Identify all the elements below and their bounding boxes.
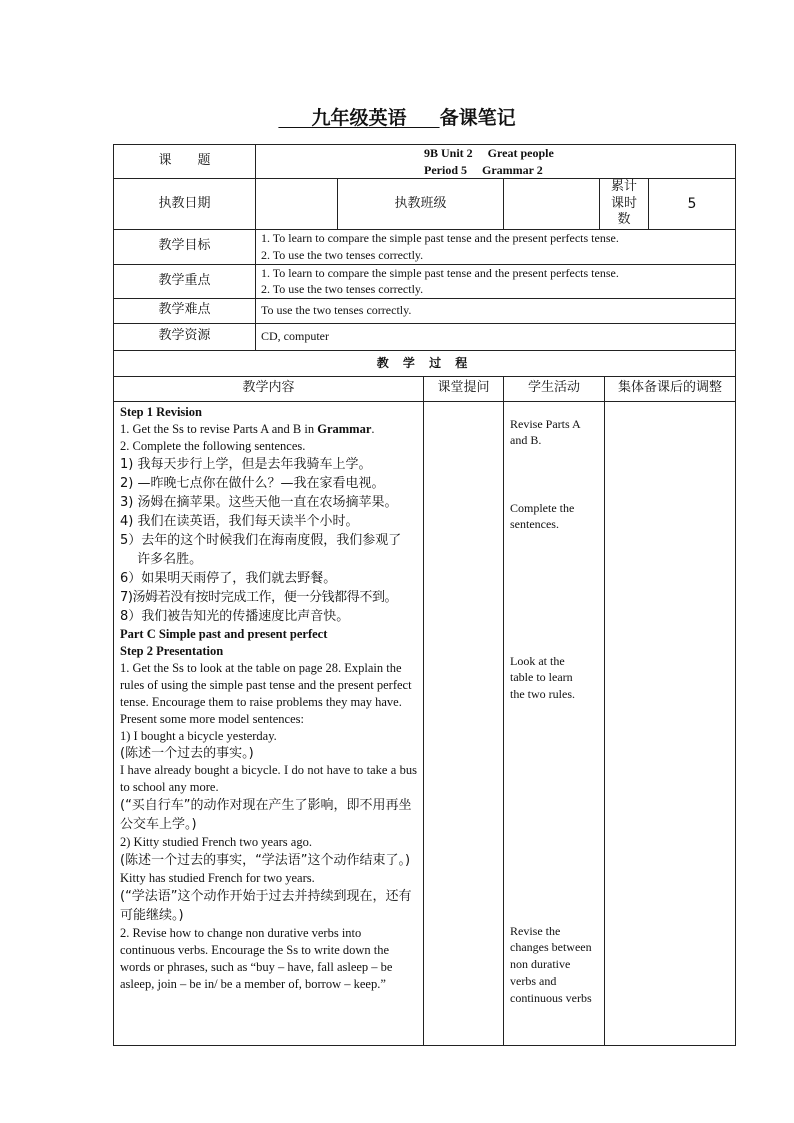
activity-1: Revise Parts A and B. bbox=[510, 416, 581, 448]
cn-sentence-5b: 许多名胜。 bbox=[120, 551, 203, 567]
example-2b-note: (“学法语”这个动作开始于过去并持续到现在，还有可能继续。) bbox=[120, 888, 412, 923]
step2-item-2: 2. Revise how to change non durative verbs into continuous verbs. Encourage the Ss to write down the words or phrases, such as “buy – have, fall asleep – be asleep, join – be in/ be a member of, borrow – keep.” bbox=[120, 925, 393, 991]
step2-heading: Step 2 Presentation bbox=[120, 643, 224, 658]
topic-value bbox=[256, 145, 736, 179]
resource-label: 教学资源 bbox=[114, 323, 256, 350]
example-1-note: (陈述一个过去的事实。) bbox=[120, 745, 254, 761]
resource-value: CD, computer bbox=[256, 323, 736, 350]
process-heading: 教 学 过 程 bbox=[114, 350, 736, 376]
page-title bbox=[0, 103, 794, 130]
step1-item-1: 1. Get the Ss to revise Parts A and B in Grammar. bbox=[120, 421, 375, 436]
hours-value: 5 bbox=[649, 179, 736, 230]
step1-item-2: 2. Complete the following sentences. bbox=[120, 438, 306, 453]
content-cell bbox=[114, 401, 424, 1045]
date-label: 执教日期 bbox=[114, 179, 256, 230]
example-2-note: (陈述一个过去的事实，“学法语”这个动作结束了。) bbox=[120, 852, 411, 868]
goal-label: 教学目标 bbox=[114, 229, 256, 264]
cn-sentence-4: 4) 我们在读英语，我们每天读半个小时。 bbox=[120, 513, 359, 529]
example-2b: Kitty has studied French for two years. bbox=[120, 870, 315, 885]
example-1: 1) I bought a bicycle yesterday. bbox=[120, 728, 277, 743]
col-adjust: 集体备课后的调整 bbox=[605, 376, 736, 401]
class-label: 执教班级 bbox=[338, 179, 504, 230]
difficulty-label: 教学难点 bbox=[114, 298, 256, 323]
key-value bbox=[256, 264, 736, 298]
cn-sentence-6: 6）如果明天雨停了，我们就去野餐。 bbox=[120, 570, 337, 586]
questions-cell bbox=[424, 401, 504, 1045]
cn-sentence-2: 2) —昨晚七点你在做什么？—我在家看电视。 bbox=[120, 475, 385, 491]
goal-line-2: 2. To use the two tenses correctly. bbox=[261, 247, 424, 262]
key-label: 教学重点 bbox=[114, 264, 256, 298]
activity-cell bbox=[504, 401, 605, 1045]
topic-label: 课 题 bbox=[114, 145, 256, 179]
hours-label: 累计课时数 bbox=[600, 179, 649, 230]
part-c-heading: Part C Simple past and present perfect bbox=[120, 626, 328, 641]
example-1b: I have already bought a bicycle. I do not have to take a bus to school any more. bbox=[120, 762, 417, 794]
activity-4: Revise the changes between non durative verbs and continuous verbs bbox=[510, 923, 592, 1005]
example-2: 2) Kitty studied French two years ago. bbox=[120, 834, 312, 849]
col-content: 教学内容 bbox=[114, 376, 424, 401]
activity-3: Look at the table to learn the two rules. bbox=[510, 653, 575, 702]
goal-line-1: 1. To learn to compare the simple past tense and the present perfects tense. bbox=[261, 231, 619, 245]
col-questions: 课堂提问 bbox=[424, 376, 504, 401]
date-value bbox=[256, 179, 338, 230]
title-grade-subject: 九年级英语 bbox=[311, 107, 407, 129]
class-value bbox=[504, 179, 600, 230]
adjust-cell bbox=[605, 401, 736, 1045]
col-activity: 学生活动 bbox=[504, 376, 605, 401]
cn-sentence-5a: 5）去年的这个时候我们在海南度假，我们参观了 bbox=[120, 532, 402, 548]
topic-line-2: Period 5 Grammar 2 bbox=[424, 162, 543, 177]
cn-sentence-1: 1) 我每天步行上学，但是去年我骑车上学。 bbox=[120, 456, 372, 472]
step1-heading: Step 1 Revision bbox=[120, 404, 202, 419]
activity-2: Complete the sentences. bbox=[510, 500, 575, 532]
cn-sentence-3: 3) 汤姆在摘苹果。这些天他一直在农场摘苹果。 bbox=[120, 494, 398, 510]
step2-item-1: 1. Get the Ss to look at the table on page 28. Explain the rules of using the simple past tense and the present perfect tense. Encourage them to raise problems they may have. Present some more model sentences: bbox=[120, 660, 412, 726]
cn-sentence-7: 7)汤姆若没有按时完成工作，便一分钱都得不到。 bbox=[120, 589, 398, 605]
topic-line-1: 9B Unit 2 Great people bbox=[424, 146, 554, 160]
title-notes: 备课笔记 bbox=[439, 107, 516, 129]
key-line-2: 2. To use the two tenses correctly. bbox=[261, 282, 424, 296]
key-line-1: 1. To learn to compare the simple past tense and the present perfects tense. bbox=[261, 265, 619, 280]
goal-value bbox=[256, 229, 736, 264]
cn-sentence-8: 8）我们被告知光的传播速度比声音快。 bbox=[120, 608, 350, 624]
lesson-table bbox=[113, 144, 736, 1046]
difficulty-value: To use the two tenses correctly. bbox=[256, 298, 736, 323]
example-1b-note: (“买自行车”的动作对现在产生了影响，即不用再坐公交车上学。) bbox=[120, 797, 412, 832]
